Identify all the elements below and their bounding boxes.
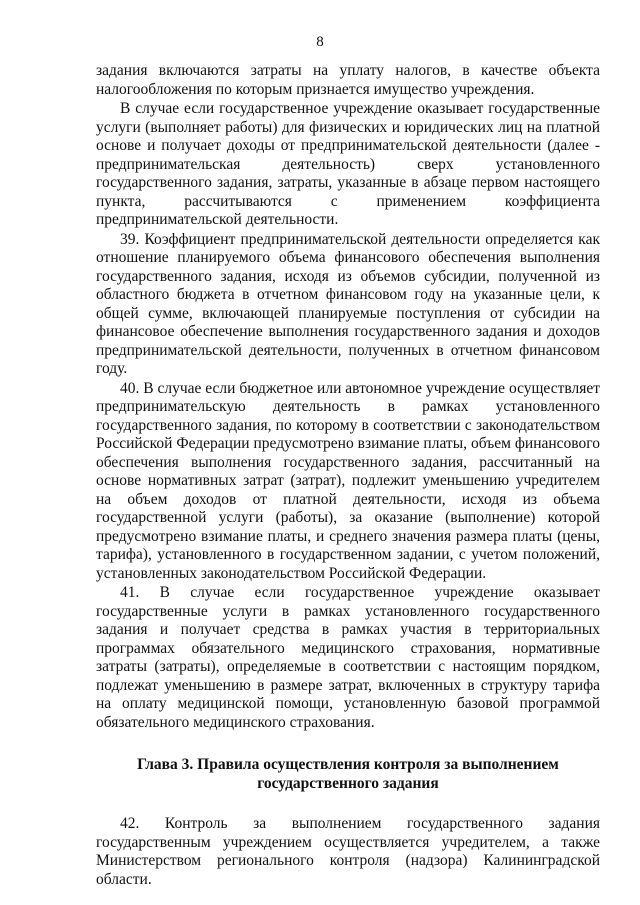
paragraph-40: 40. В случае если бюджетное или автономное учреждение осуществляет предпринимательскую деятельность в рамках установленного государственного задания, по которому в соответствии с законодательством Российской Федерации предусмотрено взимание платы, объем финансового обеспечения выполнения государственного задания, рассчитанный на основе нормативных затрат (затрат), подлежит уменьшению учредителем на объем доходов от платной деятельности, исходя из объема государственной услуги (работы), за оказание (выполнение) которой предусмотрено взимание платы, и среднего значения размера платы (цены, тарифа), установленного в государственном задании, с учетом положений, установленных законодательством Российской Федерации. (96, 379, 600, 582)
chapter-heading (96, 756, 600, 793)
chapter-heading-line-2: государственного задания (257, 774, 439, 792)
chapter-heading-line-1: Глава 3. Правила осуществления контроля за выполнением (137, 756, 559, 773)
document-body (96, 62, 600, 890)
paragraph-commercial-services: В случае если государственное учреждение оказывает государственные услуги (выполняет работы) для физических и юридических лиц на платной основе и получает доходы от предпринимательской деятельности (далее - предпринимательская деятельность) сверх установленного государственного задания, затраты, указанные в абзаце первом настоящего пункта, рассчитываются с применением коэффициента предпринимательской деятельности. (96, 100, 600, 228)
paragraph-continuation: задания включаются затраты на уплату налогов, в качестве объекта налогообложения по которым признается имущество учреждения. (96, 62, 600, 98)
page-number: 8 (316, 34, 324, 50)
paragraph-42: 42. Контроль за выполнением государственного задания государственным учреждением осуществляется учредителем, а также Министерством регионального контроля (надзора) Калининградской области. (96, 815, 600, 888)
paragraph-39: 39. Коэффициент предпринимательской деятельности определяется как отношение планируемого объема финансового обеспечения выполнения государственного задания, исходя из объемов субсидии, полученной из областного бюджета в отчетном финансовом году на указанные цели, к общей сумме, включающей планируемые поступления от субсидии на финансовое обеспечение выполнения государственного задания и доходов предпринимательской деятельности, полученных в отчетном финансовом году. (96, 230, 600, 377)
paragraph-41: 41. В случае если государственное учреждение оказывает государственные услуги в рамках установленного государственного задания и получает средства в рамках участия в территориальных программах обязательного медицинского страхования, нормативные затраты (затраты), определяемые в соответствии с настоящим порядком, подлежат уменьшению в размере затрат, включенных в структуру тарифа на оплату медицинской помощи, установленную базовой программой обязательного медицинского страхования. (96, 584, 600, 731)
